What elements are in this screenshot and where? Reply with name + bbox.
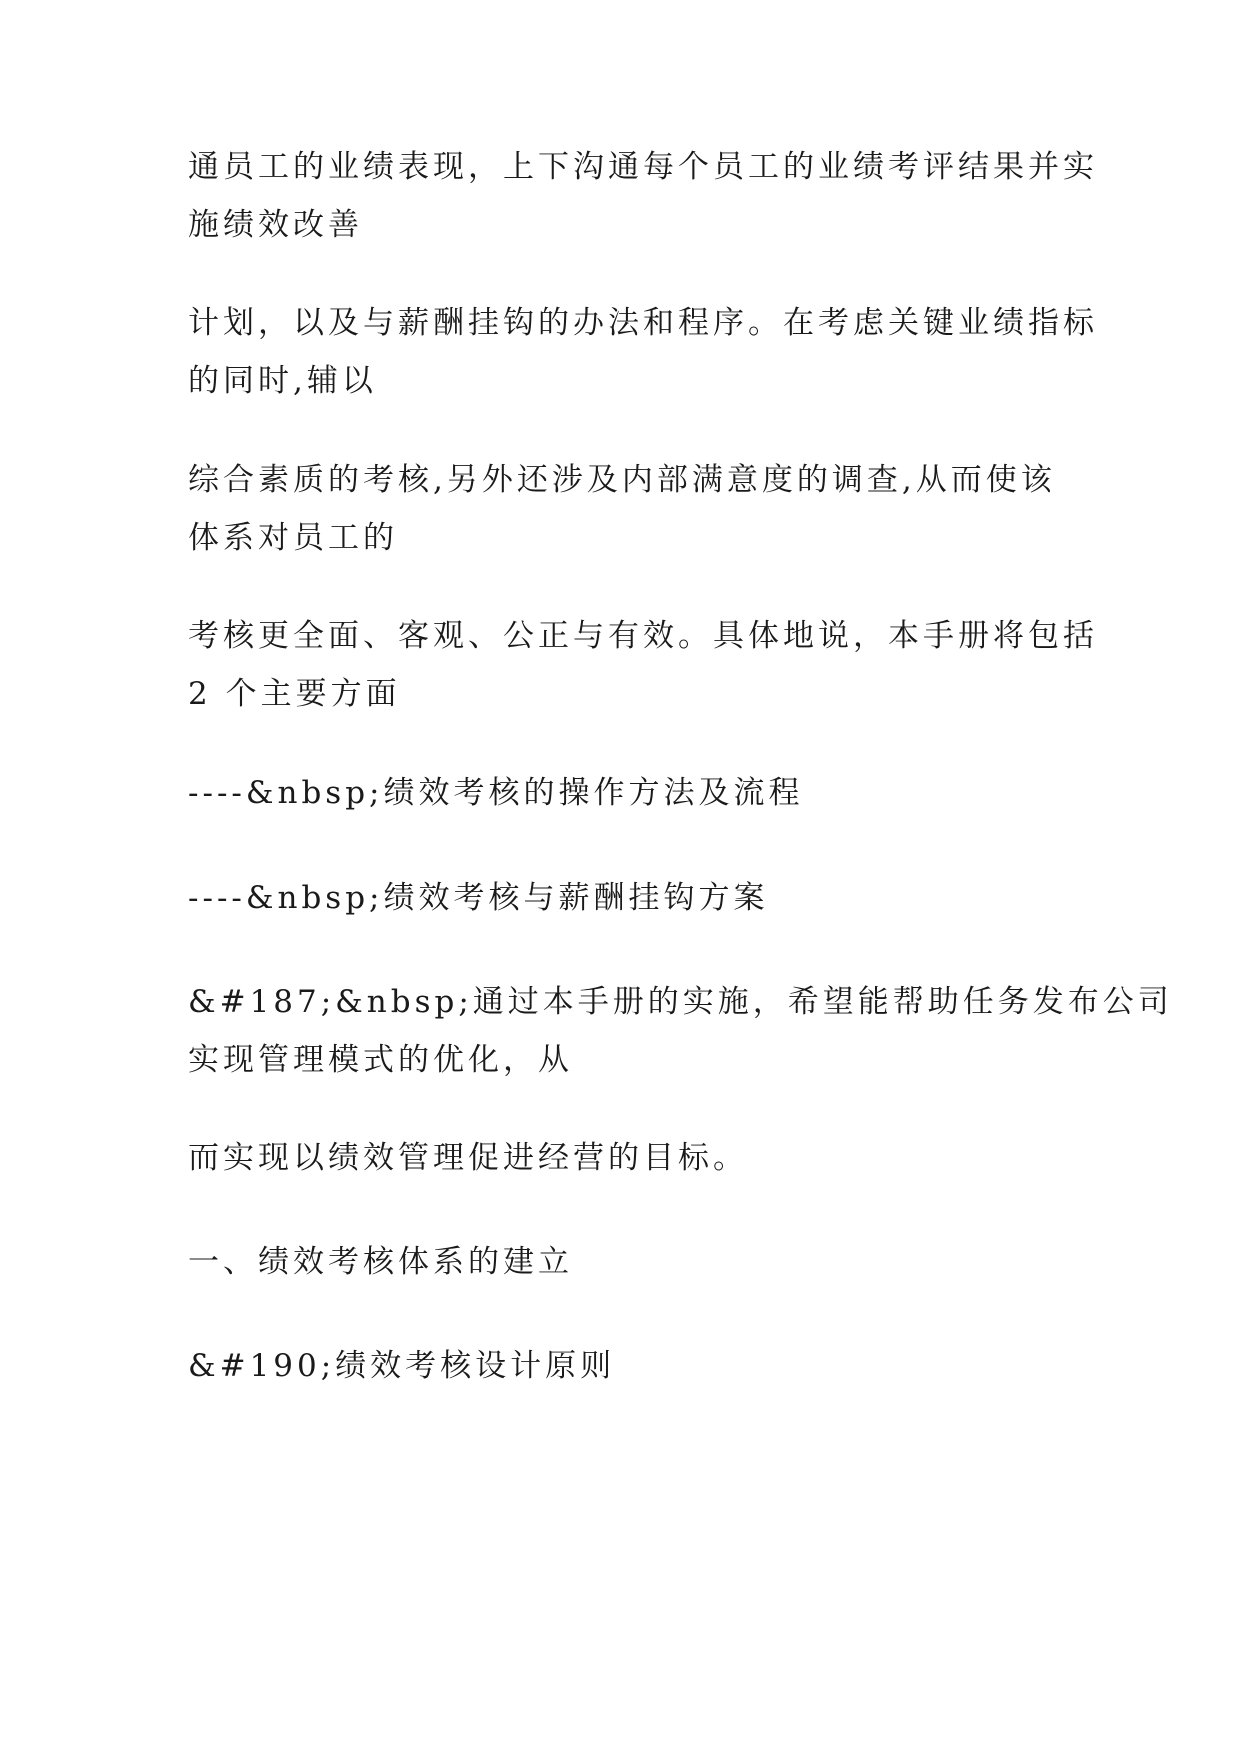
text-line: &#187;&nbsp;通过本手册的实施，希望能帮助任务发布公司 — [188, 984, 1173, 1020]
text-line: 计划，以及与薪酬挂钩的办法和程序。在考虑关键业绩指标 — [188, 305, 1098, 341]
text-line: ----&nbsp;绩效考核的操作方法及流程 — [188, 775, 804, 811]
text-line: ----&nbsp;绩效考核与薪酬挂钩方案 — [188, 880, 769, 916]
paragraph-8 — [188, 1129, 1068, 1187]
paragraph-1 — [188, 138, 1098, 254]
text-line: 一、绩效考核体系的建立 — [188, 1244, 573, 1280]
paragraph-3 — [188, 451, 1068, 567]
paragraph-4 — [188, 607, 1098, 723]
paragraph-7 — [188, 973, 1173, 1089]
text-line: 体系对员工的 — [188, 520, 398, 556]
list-item-salary-linkage — [188, 869, 1068, 927]
text-line: 施绩效改善 — [188, 207, 363, 243]
text-line: 综合素质的考核,另外还涉及内部满意度的调查,从而使该 — [188, 462, 1056, 498]
text-line: 考核更全面、客观、公正与有效。具体地说，本手册将包括 — [188, 618, 1098, 654]
text-line: 通员工的业绩表现，上下沟通每个员工的业绩考评结果并实 — [188, 149, 1098, 185]
subsection-heading — [188, 1337, 1068, 1395]
text-line: 的同时,辅以 — [188, 363, 377, 399]
text-line: &#190;绩效考核设计原则 — [188, 1348, 616, 1384]
text-line: 实现管理模式的优化，从 — [188, 1042, 573, 1078]
list-item-operation-methods — [188, 764, 1068, 822]
text-line: 而实现以绩效管理促进经营的目标。 — [188, 1140, 748, 1176]
section-heading — [188, 1233, 1068, 1291]
paragraph-2 — [188, 294, 1098, 410]
text-line: 2 个主要方面 — [188, 676, 401, 712]
